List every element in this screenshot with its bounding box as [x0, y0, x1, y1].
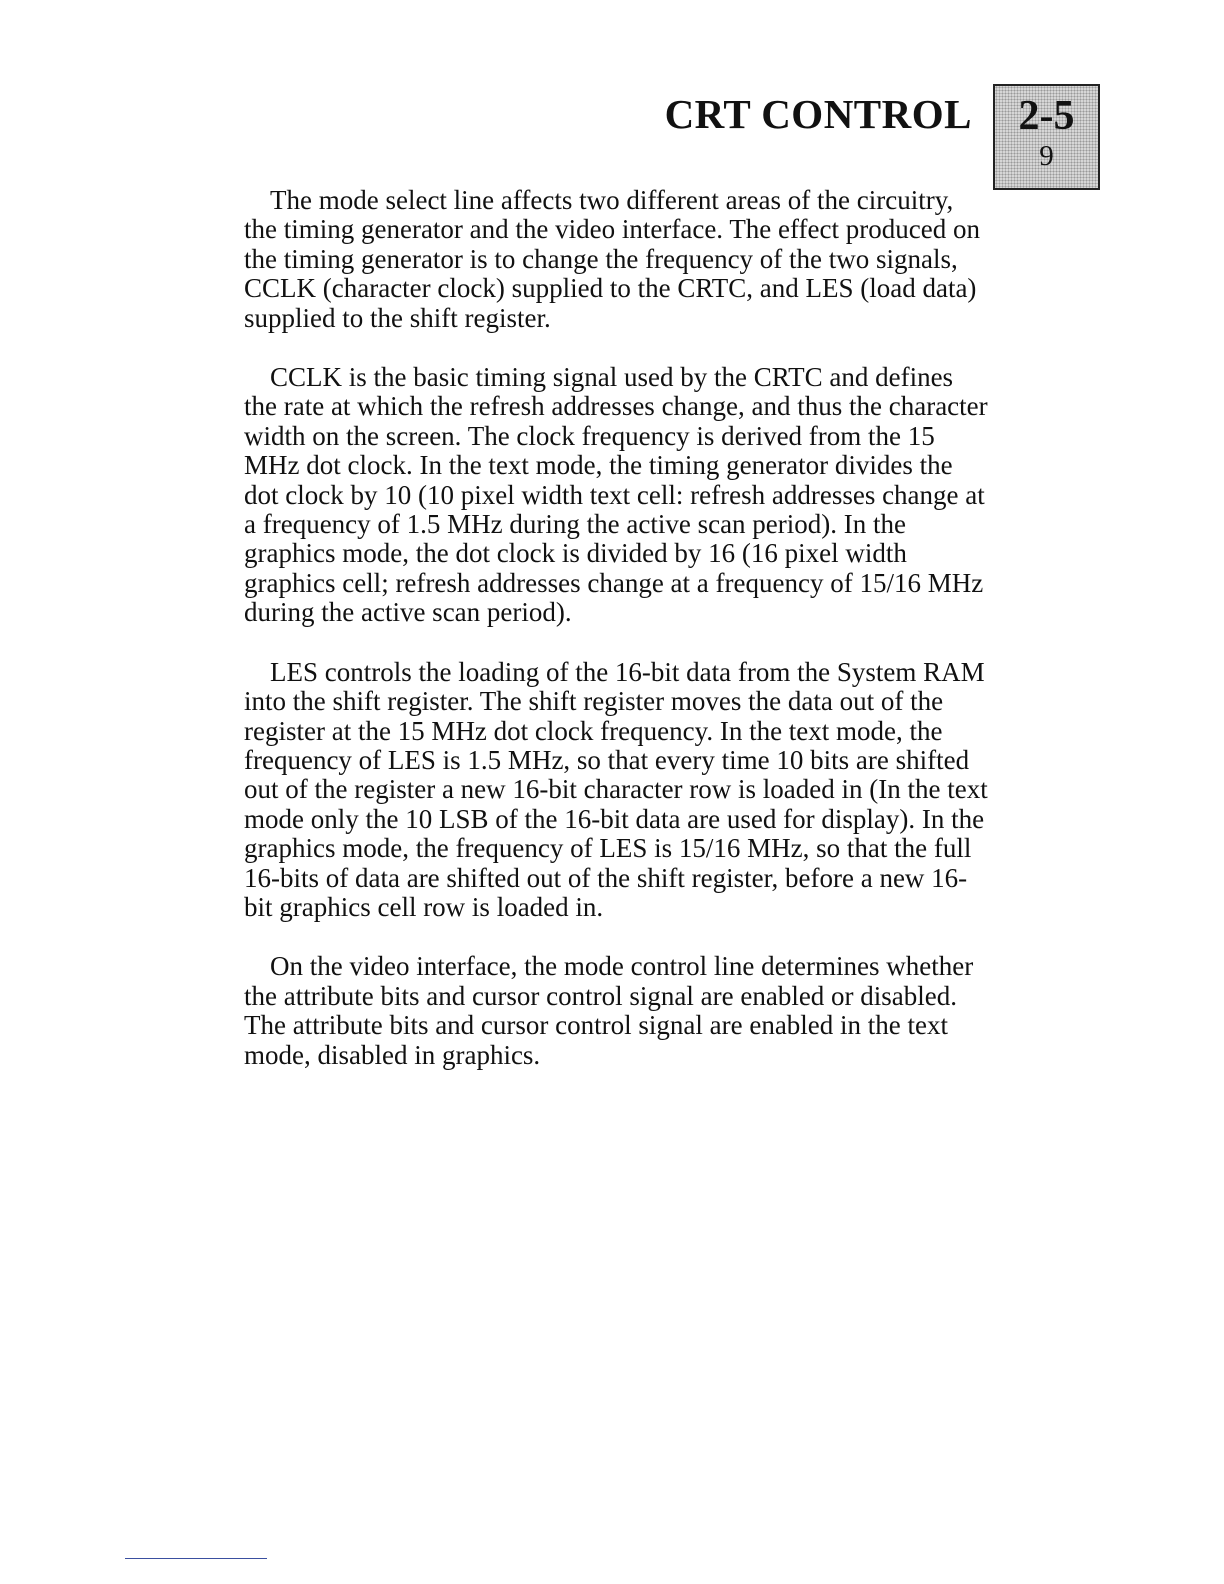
section-tab	[993, 84, 1100, 190]
section-title: CRT CONTROL	[664, 91, 972, 137]
section-number: 2-5	[1018, 93, 1075, 139]
paragraph-les: LES controls the loading of the 16-bit data from the System RAM into the shift register. The shift register moves the data out of the register at the 15 MHz dot clock frequency. In the text mode, the frequency of LES is 1.5 MHz, so that every time 10 bits are shifted out of the register a new 16-bit character row is loaded in (In the text mode only the 10 LSB of the 16-bit data are used for display). In the graphics mode, the frequency of LES is 15/16 MHz, so that the full 16-bits of data are shifted out of the shift register, before a new 16-bit graphics cell row is loaded in.	[244, 656, 988, 922]
page-number: 9	[1039, 140, 1054, 172]
footnote-rule	[125, 1558, 267, 1559]
paragraph-cclk: CCLK is the basic timing signal used by the CRTC and defines the rate at which the refresh addresses change, and thus the character width on the screen. The clock frequency is derived from the 15 MHz dot clock. In the text mode, the timing generator divides the dot clock by 10 (10 pixel width text cell: refresh addresses change at a frequency of 1.5 MHz during the active scan period). In the graphics mode, the dot clock is divided by 16 (16 pixel width graphics cell; refresh addresses change at a frequency of 15/16 MHz during the active scan period).	[244, 362, 988, 628]
paragraph-video-interface: On the video interface, the mode control line determines whether the attribute bits and cursor control signal are enabled or disabled. The attribute bits and cursor control signal are enabled in the text mode, disabled in graphics.	[244, 951, 974, 1070]
paragraph-mode-select: The mode select line affects two different areas of the circuitry, the timing generator and the video interface. The effect produced on the timing generator is to change the frequency of the two signals, CCLK (character clock) supplied to the CRTC, and LES (load data) supplied to the shift register.	[244, 185, 980, 333]
body-text	[244, 186, 989, 1100]
